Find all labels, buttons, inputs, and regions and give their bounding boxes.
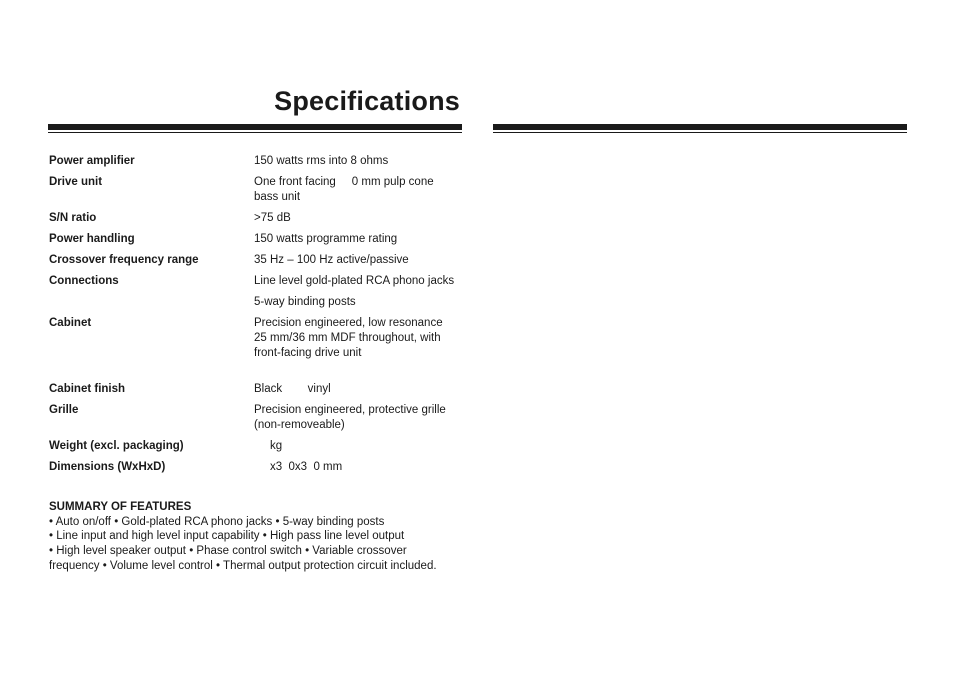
spec-label: Power handling	[49, 233, 135, 245]
spec-value: Line level gold-plated RCA phono jacks	[254, 275, 455, 287]
spec-row-cabinet	[49, 316, 463, 361]
spec-value: kg	[254, 440, 283, 452]
spec-value: 150 watts rms into 8 ohms	[254, 155, 389, 167]
page-title: Specifications	[274, 86, 460, 116]
summary-of-features	[49, 500, 469, 574]
spec-label: Cabinet finish	[49, 383, 126, 395]
spec-label: Dimensions (WxHxD)	[49, 461, 166, 473]
spec-label: Cabinet	[49, 317, 92, 329]
spec-label: Grille	[49, 404, 79, 416]
spec-label: Connections	[49, 275, 119, 287]
summary-line: frequency • Volume level control • Thermal output protection circuit included.	[49, 559, 437, 572]
spec-value: x3 0x3 0 mm	[254, 461, 343, 473]
spec-row-connections	[49, 274, 463, 289]
spec-value: Precision engineered, low resonance 25 mm/36 mm MDF throughout, with front-facing drive unit	[254, 317, 443, 359]
spec-label: Crossover frequency range	[49, 254, 199, 266]
spec-row-grille	[49, 403, 463, 433]
spec-value: >75 dB	[254, 212, 291, 224]
spec-value: 150 watts programme rating	[254, 233, 398, 245]
spec-value: Precision engineered, protective grille (non-removeable)	[254, 404, 446, 431]
spec-row-weight	[49, 439, 463, 454]
spec-label: Power amplifier	[49, 155, 135, 167]
spec-value: Black vinyl	[254, 383, 331, 395]
spec-label	[49, 295, 254, 310]
left-header-rule	[48, 124, 462, 134]
spec-row-sn-ratio	[49, 211, 463, 226]
spec-label: S/N ratio	[49, 212, 97, 224]
summary-line: • High level speaker output • Phase control switch • Variable crossover	[49, 545, 407, 558]
spec-row-cabinet-finish	[49, 382, 463, 397]
spec-row-dimensions	[49, 460, 463, 475]
summary-line: • Line input and high level input capability • High pass line level output	[49, 530, 405, 543]
spec-row-drive-unit	[49, 175, 463, 205]
summary-line: • Auto on/off • Gold-plated RCA phono jacks • 5-way binding posts	[49, 515, 385, 528]
spec-row-power-handling	[49, 232, 463, 247]
spec-value: One front facing 0 mm pulp cone bass unit	[254, 176, 434, 203]
spec-row-crossover-frequency	[49, 253, 463, 268]
spec-row-connections-continued	[49, 295, 463, 310]
spec-label: Drive unit	[49, 176, 103, 188]
spec-value: 35 Hz – 100 Hz active/passive	[254, 254, 409, 266]
spec-row-power-amplifier	[49, 154, 463, 169]
spec-label: Weight (excl. packaging)	[49, 440, 184, 452]
right-header-rule	[493, 124, 907, 134]
spec-value: 5-way binding posts	[254, 296, 356, 308]
summary-title: SUMMARY OF FEATURES	[49, 501, 192, 513]
specifications-table	[49, 154, 463, 481]
